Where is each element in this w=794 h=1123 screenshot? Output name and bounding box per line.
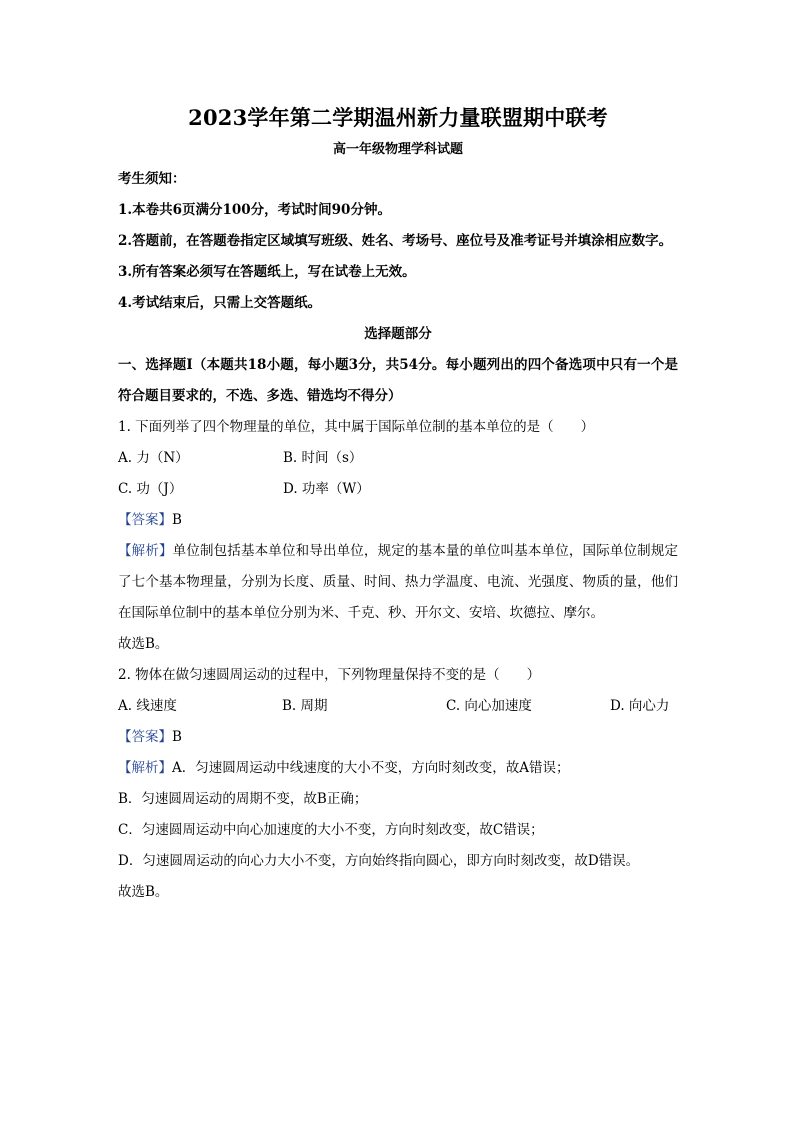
answer-tag: 【答案】 <box>118 512 172 528</box>
option-a: A. 线速度 <box>118 698 177 714</box>
option-d: D. 功率（W） <box>283 481 370 497</box>
analysis-line: B．匀速圆周运动的周期不变，故B正确； <box>118 791 368 807</box>
options-row <box>118 443 678 474</box>
analysis-tag: 【解析】 <box>118 543 173 559</box>
section-instructions: 一、选择题Ⅰ（本题共18小题，每小题3分，共54分。每小题列出的四个备选项中只有一个是符合题目要求的，不选、多选、错选均不得分） <box>118 357 678 404</box>
exam-page <box>118 103 678 908</box>
conclusion: 故选B。 <box>118 884 169 900</box>
notice-item-2: 2.答题前，在答题卷指定区域填写班级、姓名、考场号、座位号及准考证号并填涂相应数字。 <box>118 233 673 249</box>
notice-item-3: 3.所有答案必须写在答题纸上，写在试卷上无效。 <box>118 264 416 280</box>
option-d: D. 向心力 <box>610 698 670 714</box>
option-c: C. 功（J） <box>118 481 183 497</box>
analysis-tag: 【解析】 <box>118 760 172 776</box>
option-b: B. 周期 <box>282 698 328 714</box>
option-c: C. 向心加速度 <box>446 698 532 714</box>
analysis-line: D．匀速圆周运动的向心力大小不变，方向始终指向圆心，即方向时刻改变，故D错误。 <box>118 853 640 869</box>
answer-value: B <box>172 729 182 745</box>
answer-tag: 【答案】 <box>118 729 172 745</box>
exam-subtitle: 高一年级物理学科试题 <box>332 142 463 157</box>
question-stem: 1. 下面列举了四个物理量的单位，其中属于国际单位制的基本单位的是（ ） <box>118 419 595 435</box>
analysis-line: C．匀速圆周运动中向心加速度的大小不变，方向时刻改变，故C错误； <box>118 822 544 838</box>
analysis-text: 单位制包括基本单位和导出单位，规定的基本量的单位叫基本单位，国际单位制规定了七个基本物理量，分别为长度、质量、时间、热力学温度、电流、光强度、物质的量，他们在国际单位制中的基本单位分别为米、千克、秒、开尔文、安培、坎德拉、摩尔。 <box>118 543 679 621</box>
section-title: 选择题部分 <box>364 326 432 342</box>
question-2 <box>118 660 678 908</box>
options-row <box>118 691 678 722</box>
notice-item-4: 4.考试结束后，只需上交答题纸。 <box>118 295 322 311</box>
question-stem: 2. 物体在做匀速圆周运动的过程中，下列物理量保持不变的是（ ） <box>118 667 541 683</box>
notice-heading: 考生须知： <box>118 171 186 187</box>
answer-line <box>118 505 678 536</box>
answer-line <box>118 722 678 753</box>
conclusion: 故选B。 <box>118 636 169 652</box>
answer-value: B <box>172 512 182 528</box>
analysis-line <box>118 753 678 784</box>
option-a: A. 力（N） <box>118 450 189 466</box>
notice-item-1: 1.本卷共6页满分100分，考试时间90分钟。 <box>118 202 391 218</box>
exam-title: 2023学年第二学期温州新力量联盟期中联考 <box>188 105 608 130</box>
options-row <box>118 474 678 505</box>
notice-block <box>118 164 678 319</box>
analysis-paragraph <box>118 536 678 629</box>
option-b: B. 时间（s） <box>283 450 363 466</box>
question-1 <box>118 412 678 660</box>
analysis-text: A．匀速圆周运动中线速度的大小不变，方向时刻改变，故A错误； <box>172 760 570 776</box>
